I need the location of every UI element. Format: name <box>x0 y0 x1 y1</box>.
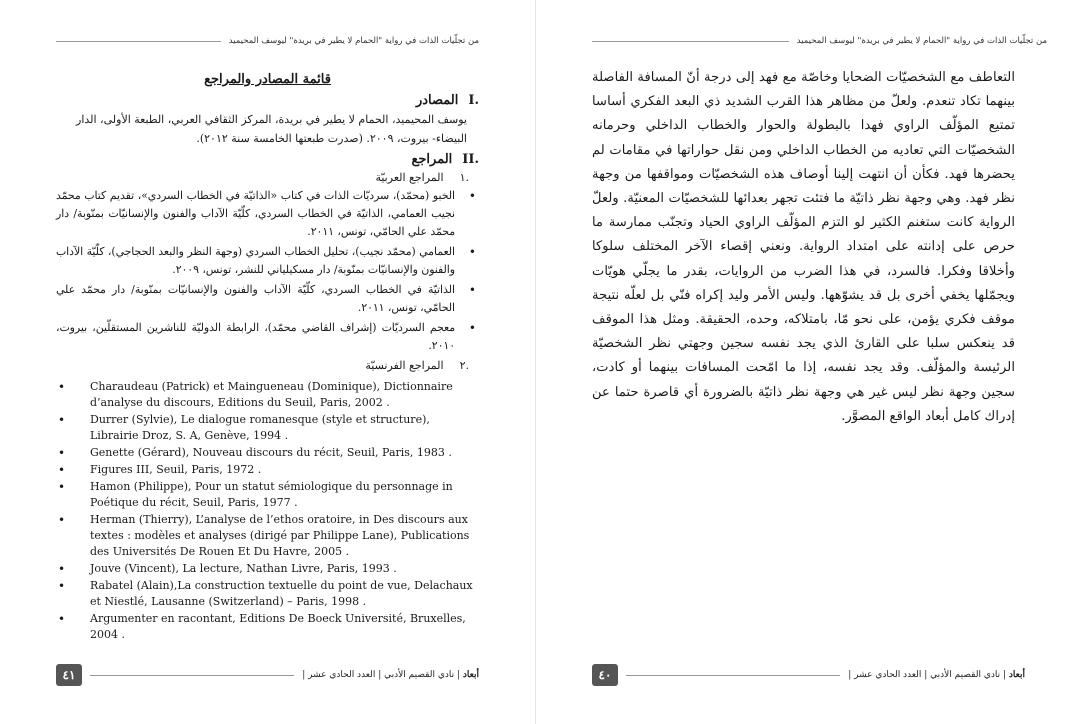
bullet-icon: • <box>58 513 66 527</box>
list-item: • Figures III, Seuil, Paris, 1972 . <box>58 463 262 477</box>
arabic-references-subheading <box>56 169 479 187</box>
list-item: • العمامي (محمّد نجيب)، تحليل الخطاب السردي (وجهة النظر والبعد الحجاجي)، كلّيّة الآداب والفنون والإنسانيّات بمنّوبة/ دار مسكيلياني للنشر، تونس، ٢٠٠٩. <box>56 245 476 276</box>
french-sub-label: المراجع الفرنسيّة <box>365 359 444 372</box>
bullet-icon: • <box>468 321 476 335</box>
journal-issue: العدد الحادي عشر <box>308 670 376 680</box>
arabic-references-list <box>56 187 479 355</box>
journal-info: أبعاد | نادي القصيم الأدبي | العدد الحادي عشر | <box>302 670 479 680</box>
journal-club: نادي القصيم الأدبي <box>930 670 1001 680</box>
bullet-icon: • <box>58 562 66 576</box>
bullet-icon: • <box>58 380 66 394</box>
list-item: • Jouve (Vincent), La lecture, Nathan Livre, Paris, 1993 . <box>58 562 397 576</box>
french-references-subheading <box>56 357 479 375</box>
source-entry: يوسف المحيميد، الحمام لا يطير في بريدة، المركز الثقافي العربي، الطبعة الأولى، الدار البيضاء- بيروت، ٢٠٠٩. (صدرت طبعتها الخامسة سنة ٢٠١٢). <box>76 113 467 145</box>
page-footer <box>592 663 1025 687</box>
bibliography-title: قائمة المصادر والمراجع <box>204 72 331 87</box>
list-item: • Durrer (Sylvie), Le dialogue romanesque (style et structure), Librairie Droz, S. A, Genève, 1994 . <box>58 413 430 442</box>
page-number: ٤٠ <box>592 664 618 686</box>
article-body <box>592 66 1015 429</box>
list-item: • Charaudeau (Patrick) et Maingueneau (Dominique), Dictionnaire d’analyse du discours, Editions du Seuil, Paris, 2002 . <box>58 380 453 409</box>
bullet-icon: • <box>468 189 476 203</box>
journal-club: نادي القصيم الأدبي <box>384 670 455 680</box>
right-page <box>536 0 1071 724</box>
bullet-icon: • <box>58 413 66 427</box>
arabic-sub-number: .١ <box>459 171 469 184</box>
journal-brand: أبعاد <box>462 670 479 680</box>
bullet-icon: • <box>468 283 476 297</box>
list-item: • Argumenter en racontant, Editions De Boeck Université, Bruxelles, 2004 . <box>58 612 466 641</box>
journal-info: أبعاد | نادي القصيم الأدبي | العدد الحادي عشر | <box>848 670 1025 680</box>
french-sub-number: .٢ <box>459 359 469 372</box>
french-references-list <box>56 379 479 643</box>
list-item: • Rabatel (Alain),La construction textuelle du point de vue, Delachaux et Niestlé, Lausanne (Switzerland) – Paris, 1998 . <box>58 579 473 608</box>
journal-brand: أبعاد <box>1008 670 1025 680</box>
list-item: • Genette (Gérard), Nouveau discours du récit, Seuil, Paris, 1983 . <box>58 446 452 460</box>
body-paragraph: التعاطف مع الشخصيّات الضحايا وخاصّة مع فهد إلى درجة أنّ المسافة الفاصلة بينهما تكاد تنعدم. ولعلّ من مظاهر هذا القرب الشديد ذي البعد الفكري أساسا تمتيع المؤلّف الراوي فهدا بالبطولة والحوار والخطاب الداخلي وحرمانه الشخصيّات التي تعاديه من الخطاب الداخلي ومن نقل حواراتها في مقامات لم يحضرها فهد. فكأن أن انتهت إلينا أوصاف هذه الشخصيّات ومواقفها من وجهة نظر فهد. وهي وجهة نظر ذاتيّة ما فتئت تجهر بعدائها للشخصيّات المعنيّة. ولعلّ الرواية كانت ستغنم الكثير لو التزم المؤلّف الراوي الحياد وتجنّب ممارسة ما حرص على إدانته على امتداد الرواية. ونعني إقصاء الآخر المختلف سلوكا وأخلاقا وفكرا. فالسرد، في هذا الضرب من الروايات، بقدر ما يجلّي هويّات ويجمّلها يخفي أخرى بل قد يشوّهها. وليس الأمر وليد إكراه فنّي بل لعلّه نتيجة موقف فكري يؤمن، على نحو مّا، بامتلاكه، وحده، الحقيقة. ومثل هذا الموقف قد ينعكس سلبا على القارئ الذي يجد نفسه سجين وجهتي نظر الشخصيّة الرئيسة والمؤلّف. وقد يجد نفسه، إذا ما امّحت المسافات بينهما أو كادت، سجين وجهة نظر ليس غير هي وجهة نظر ذاتيّة بالضرورة أي قاصرة حتما عن إدراك كامل أبعاد الواقع المصوَّر. <box>592 70 1015 424</box>
footer-rule <box>626 675 840 676</box>
references-number: .II <box>462 152 479 167</box>
running-head-rule <box>56 41 221 42</box>
list-item: • معجم السرديّات (إشراف القاضي محمّد)، الرابطة الدوليّة للناشرين المستقلّين، بيروت، ٢٠١٠. <box>56 321 476 352</box>
journal-issue: العدد الحادي عشر <box>854 670 922 680</box>
footer-rule <box>90 675 294 676</box>
bibliography <box>56 66 479 644</box>
bullet-icon: • <box>58 463 66 477</box>
page-number: ٤١ <box>56 664 82 686</box>
sources-number: .I <box>468 93 479 108</box>
sources-heading <box>56 93 479 108</box>
running-head-text: من تجلّيات الذات في رواية "الحمام لا يطير في بريدة" ليوسف المحيميد <box>228 36 479 46</box>
bullet-icon: • <box>58 446 66 460</box>
running-head <box>592 34 1047 48</box>
arabic-sub-label: المراجع العربيّة <box>375 171 444 184</box>
references-heading <box>56 152 479 167</box>
list-item: • Hamon (Philippe), Pour un statut sémiologique du personnage in Poétique du récit, Seuil, Paris, 1977 . <box>58 480 453 509</box>
bullet-icon: • <box>58 612 66 626</box>
page-footer <box>56 663 479 687</box>
bullet-icon: • <box>58 480 66 494</box>
bullet-icon: • <box>468 245 476 259</box>
sources-label: المصادر <box>415 93 459 108</box>
running-head <box>56 34 479 48</box>
references-label: المراجع <box>411 152 453 167</box>
list-item: • الذاتيّة في الخطاب السردي، كلّيّة الآداب والفنون والإنسانيّات بمنّوبة/ دار محمّد علي الحامّي، تونس، ٢٠١١. <box>56 283 476 314</box>
running-head-rule <box>592 41 789 42</box>
bullet-icon: • <box>58 579 66 593</box>
list-item: • Herman (Thierry), L’analyse de l’ethos oratoire, in Des discours aux textes : modèles et analyses (dirigé par Philippe Lane), Publications des Universités De Rouen Et Du Havre, 2005 . <box>58 513 470 558</box>
left-page <box>0 0 535 724</box>
list-item: • الخبو (محمّد)، سرديّات الذات في كتاب «الذاتيّة في الخطاب السردي»، تقديم كتاب محمّد نجيب العمامي، الذاتيّة في الخطاب السردي، كلّيّة الآداب والفنون والإنسانيّات بمنّوبة/ دار محمّد علي الحامّي، تونس، ٢٠١١. <box>56 189 476 238</box>
running-head-text: من تجلّيات الذات في رواية "الحمام لا يطير في بريدة" ليوسف المحيميد <box>796 36 1047 46</box>
